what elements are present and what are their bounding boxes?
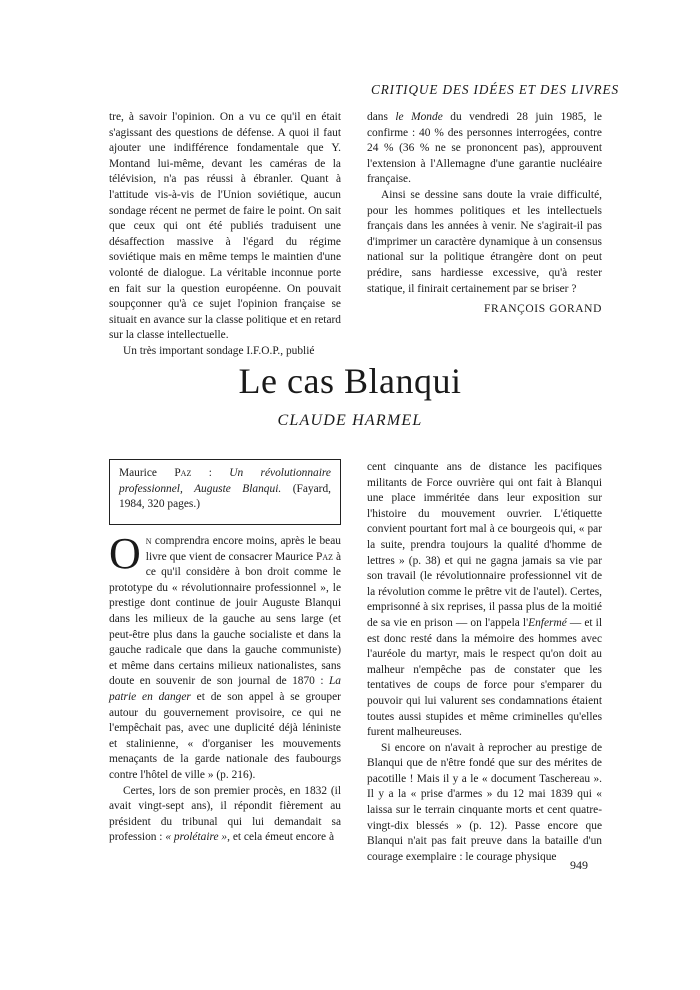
paragraph [109, 784, 341, 846]
text: dans [367, 111, 396, 123]
newspaper-title: La patrie en danger [109, 675, 341, 703]
text: Enfermé [528, 616, 567, 629]
text: du vendredi 28 juin 1985, le confirme : 40 % des personnes interrogées, contre 24 % (36 % ne se prononcent pas), approuvent l'extension à l'Allemagne d'une garantie nucléaire française. [367, 111, 602, 186]
text: à ce qu'il considère à bon droit comme le prototype du « révolutionnaire professionnel », le prestige dont continue de jouir Auguste Blanqui dans les milieux de la gauche au sens large (et peut-être plus dans la gauche socialiste et dans la gauche radicale que dans la gauche communiste) et même dans certains milieux nationalistes, sans doute en souvenir de son journal de 1870 : [109, 550, 342, 688]
article-author: CLAUDE HARMEL [277, 412, 423, 429]
text: (Fayard, 1984, 320 pages.) [119, 482, 331, 511]
text: — et il est donc resté dans la mémoire des hommes avec l'auréole du martyr, mais le respect qu'on doit au malheur n'empêche pas de constater que les tentatives de coups de force pour s'emparer du pouvoir qui lui valurent ses condamnations étaient toutes aussi stupides et même criminelles qu'elles furent malheureuses. [367, 616, 603, 739]
text: Paz [174, 467, 192, 479]
text: et de son appel à se grouper autour du gouvernement provisoire, ce qui ne l'empêchait pas, avec une duplicité déjà léniniste et stalinienne, « d'organiser les mouvements menaçants de la garde nationale des faubourgs contre l'hôtel de ville » (p. 216). [109, 690, 341, 781]
text: , et cela émeut encore à [227, 831, 335, 844]
previous-article-left-column [109, 110, 341, 360]
previous-article-author: FRANÇOIS GORAND [484, 303, 602, 315]
page-number: 949 [570, 858, 588, 872]
drop-cap: O [109, 529, 141, 578]
book-reference [119, 466, 331, 513]
paragraph [109, 529, 342, 784]
paragraph: Si encore on n'avait à reprocher au prestige de Blanqui que de n'être fondé que sur des mérites de pacotille ! Mais il y a le « document Taschereau ». Il y a la « prise d'armes » du 12 mai 1839 qui « laissa sur le terrain cinquante morts et cent quatre-vingt-dix blessés » (p. 12). Passe encore que Blanqui n'ait pas fait preuve dans la bataille d'un courage exemplaire : le courage physique [367, 741, 602, 863]
paragraph: Un très important sondage I.F.O.P., publié [123, 344, 315, 357]
text: Maurice [119, 467, 175, 479]
book-reference-box [109, 459, 341, 525]
text: comprendra encore moins, après le beau livre que vient de consacrer Maurice [145, 535, 341, 563]
book-title: Un révolutionnaire professionnel, Auguste Blanqui. [119, 467, 331, 495]
newspaper-title: le Monde [395, 111, 443, 123]
article-title: Le cas Blanqui [238, 361, 462, 401]
article-right-column [367, 460, 602, 865]
running-header: CRITIQUE DES IDÉES ET DES LIVRES [371, 82, 619, 97]
text: Certes, lors de son premier procès, en 1832 (il avait vingt-sept ans), il répondit fièrement au président du tribunal qui lui demandait sa profession : [109, 784, 341, 844]
text: : [191, 467, 230, 479]
text: Paz [315, 550, 333, 563]
paragraph: tre, à savoir l'opinion. On a vu ce qu'il en était s'agissant des questions de défense. A quoi il faut ajouter une indifférence fondamentale que Y. Montand lui-même, devant les caméras de la télévision, n'a pas réussi à ébranler. Quant à l'attitude vis-à-vis de l'Union soviétique, aucun sondage récent ne permet de faire le point. On sait que ceux qui ont été publiés traduisent une désaffection massive à l'égard du régime soviétique mais en même temps le maintien d'une volonté de dialogue. La véritable inconnue porte en fait sur la question européenne. On pouvait soupçonner qu'à ce sujet l'opinion française se situait en avance sur la classe politique et en retard sur la classe intellectuelle. [109, 111, 341, 342]
text: « prolétaire » [165, 831, 228, 844]
text: cent cinquante ans de distance les pacifiques militants de Force ouvrière qui ont fait à Blanqui une place imméritée dans leur exposition sur l'histoire du mouvement ouvrier. L'étiquette convient pourtant fort mal à ce bourgeois qui, « par la suite, prendra toujours la qualité d'homme de lettres » (p. 38) et qui ne gagna jamais sa vie par son travail (le révolutionnaire professionnel vit de la révolution comme le prêtre vit de l'autel). Certes, emprisonné à six reprises, il passa plus de la moitié de sa vie en prison — on l'appela l' [367, 461, 602, 629]
paragraph [367, 460, 602, 741]
paragraph: Ainsi se dessine sans doute la vraie difficulté, pour les hommes politiques et les intellectuels français dans les années à venir. Ne s'agirait-il pas d'imprimer un caractère dynamique à un consensus national sur la politique étrangère dont on peut prédire, sans hardiesse excessive, qu'à rester statique, il finirait certainement par se briser ? [367, 188, 602, 295]
paragraph [367, 110, 602, 188]
article-left-column [109, 529, 342, 846]
previous-article-right-column [367, 110, 602, 297]
text: n [145, 535, 152, 547]
